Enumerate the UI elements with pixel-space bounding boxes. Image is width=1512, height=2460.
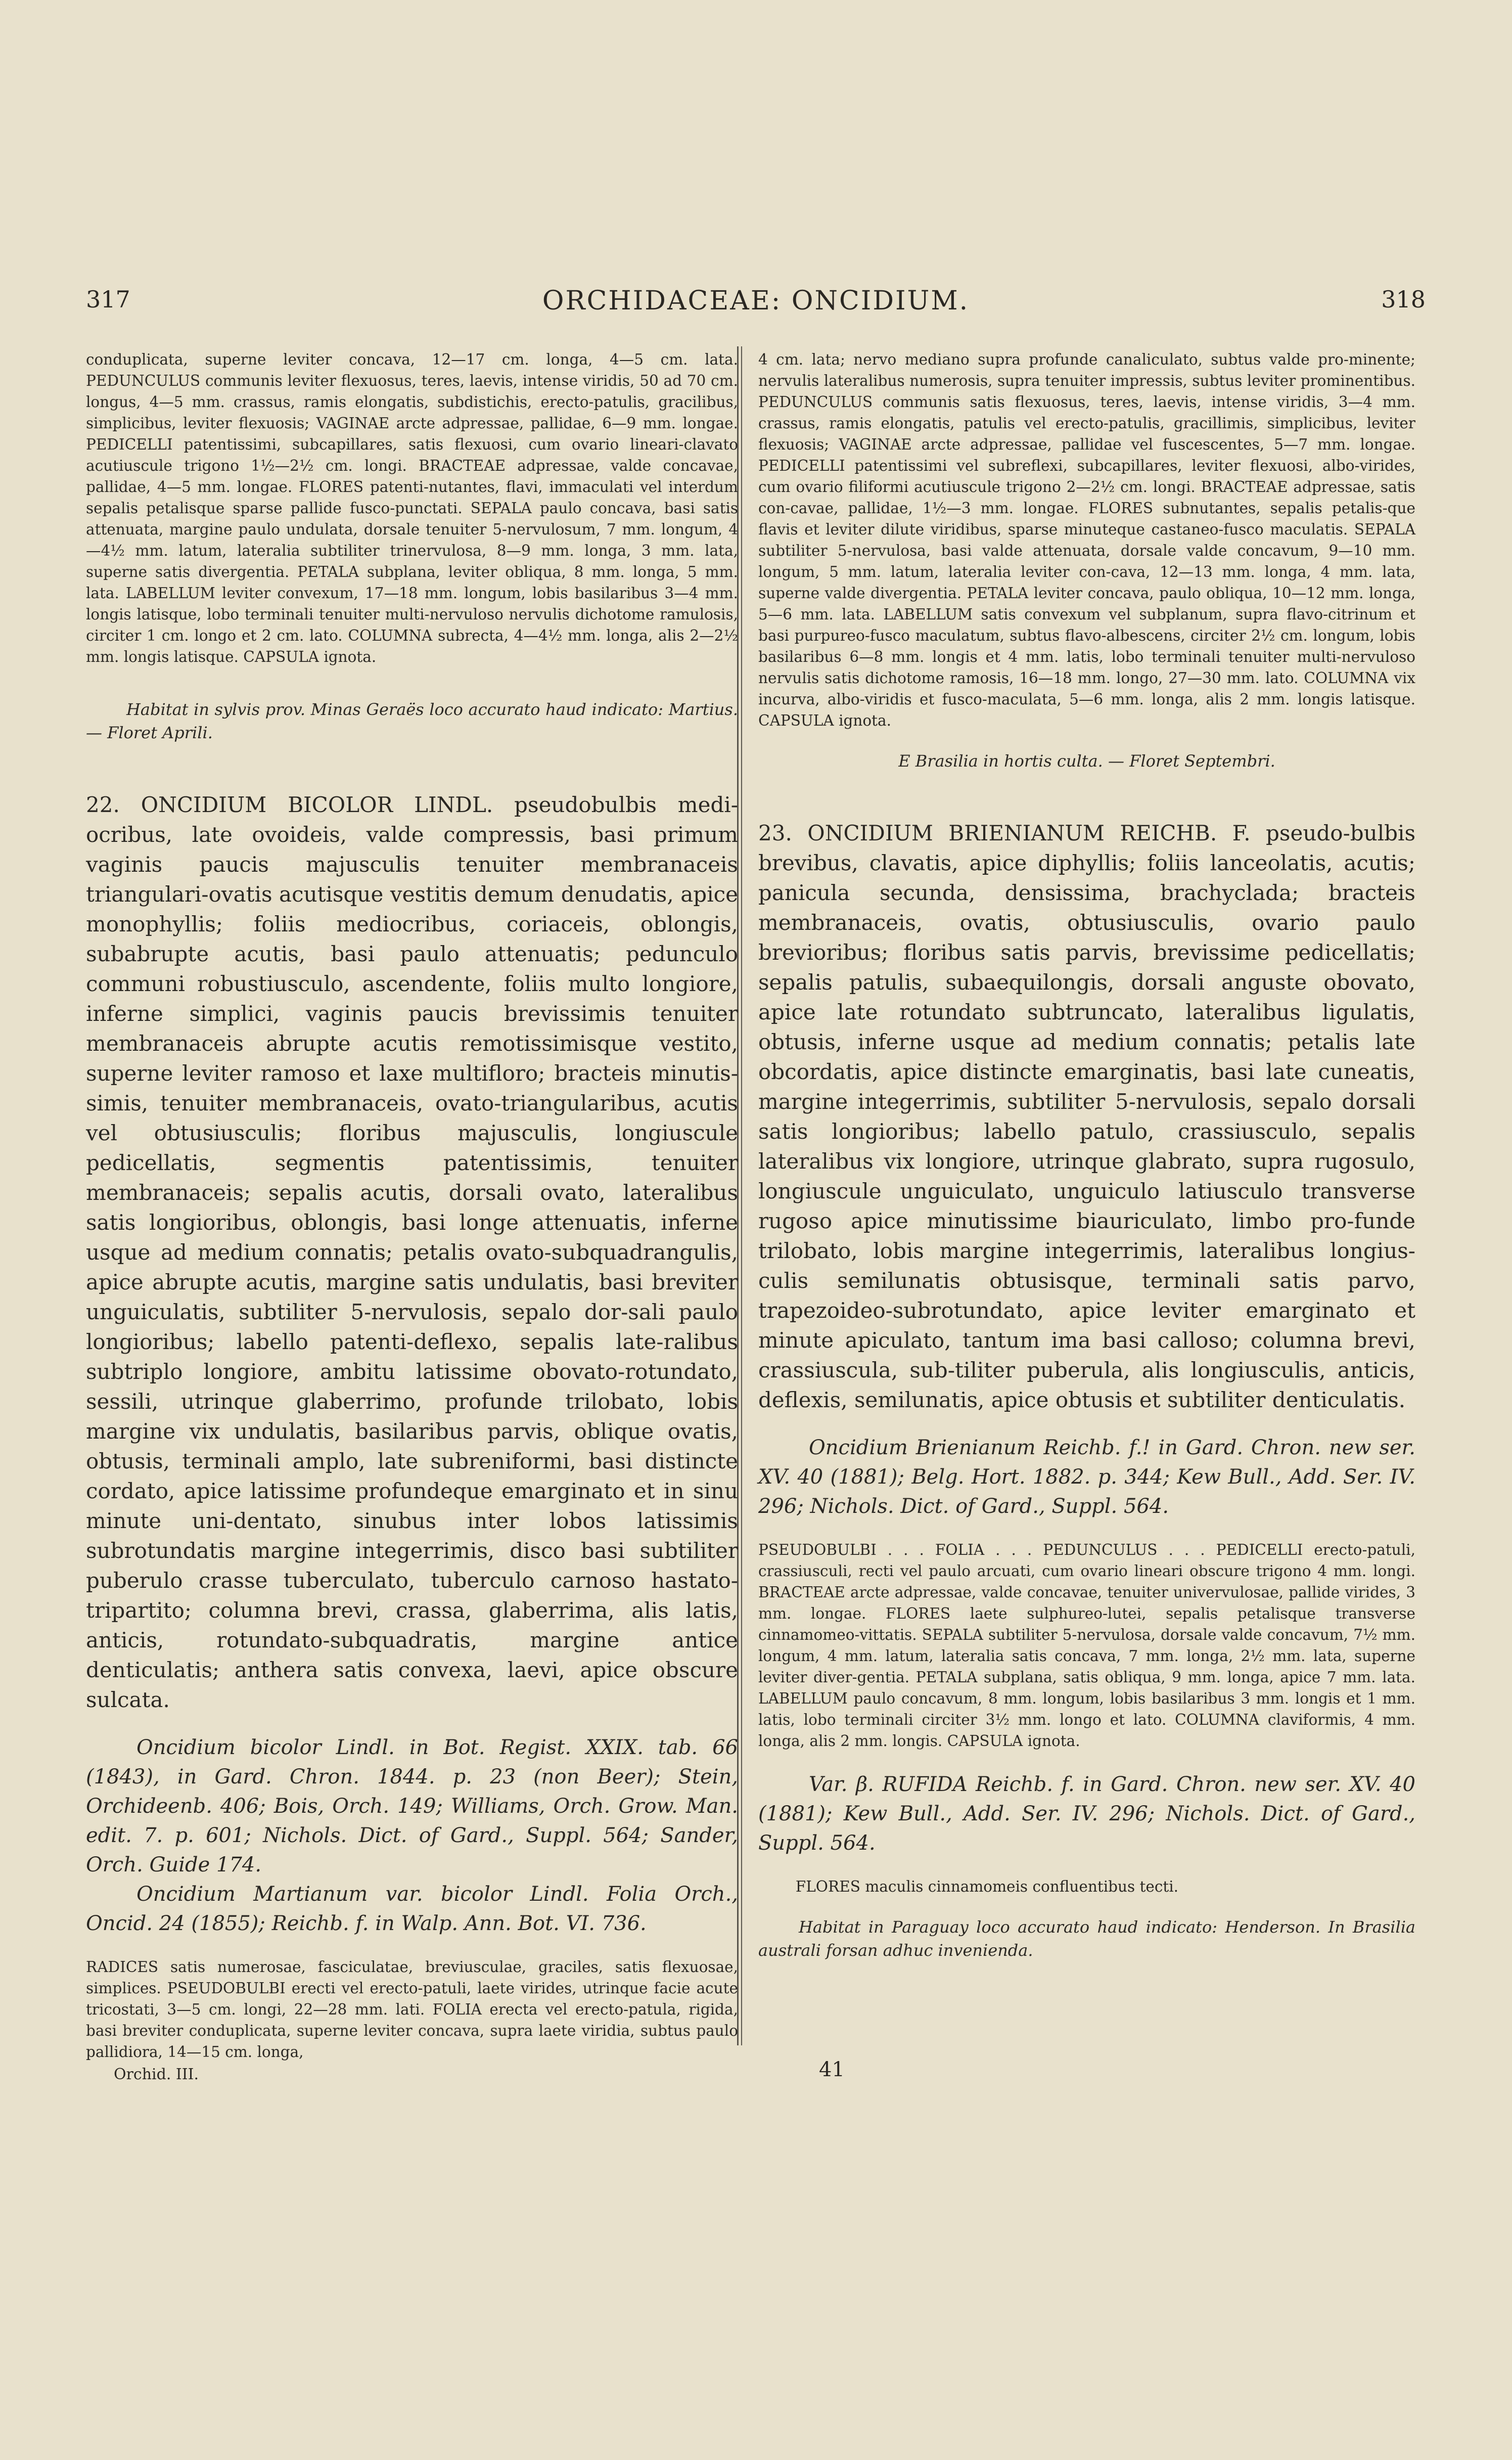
species-23-description: PSEUDOBULBI . . . FOLIA . . . PEDUNCULUS . . . PEDICELLI erecto-patuli, crassiusculi, recti vel paulo arcuati, cum ovario lineari obscure trigono 4 mm. longi. BRACTEAE arcte adpressae, valde concavae, tenuiter univervulosae, pallide virides, 3 mm. longae. FLORES laete sulphureo-lutei, sepalis petalisque transverse cinnamomeo-vittatis. SEPALA subtiliter 5-nervulosa, dorsale valde concavum, 7½ mm. longum, 4 mm. latum, lateralia satis concava, 7 mm. longa, 2½ mm. lata, superne leviter diver-gentia. PETALA subplana, satis obliqua, 9 mm. longa, apice 7 mm. lata. LABELLUM paulo concavum, 8 mm. longum, lobis basilaribus 3 mm. longis et 1 mm. latis, lobo terminali circiter 3½ mm. longo et lato. COLUMNA claviformis, 4 mm. longa, alis 2 mm. longis. CAPSULA ignota. xyxy=(758,1541,1415,1750)
page-header xyxy=(86,286,1426,326)
footer-signature: Orchid. III. xyxy=(114,2066,199,2083)
right-column xyxy=(758,349,1415,1962)
species-22-description: RADICES satis numerosae, fasciculatae, breviusculae, graciles, satis flexuosae, simplices. PSEUDOBULBI erecti vel erecto-patuli, laete virides, utrinque facie acute tricostati, 3—5 cm. longi, 22—28 mm. lati. FOLIA erecta vel erecto-patula, rigida, basi breviter conduplicata, superne leviter concava, supra laete viridia, subtus paulo pallidiora, 14—15 cm. longa, xyxy=(86,1958,738,2061)
left-habitat: Habitat in sylvis prov. Minas Geraës loco accurato haud indicato: Martius. — Floret Aprili. xyxy=(86,700,738,742)
species-23-diagnosis: 23. ONCIDIUM BRIENIANUM REICHB. F. pseudo-bulbis brevibus, clavatis, apice diphyllis; foliis lanceolatis, acutis; panicula secunda, densissima, brachyclada; bracteis membranaceis, ovatis, obtusiusculis, ovario paulo brevioribus; floribus satis parvis, brevissime pedicellatis; sepalis patulis, subaequilongis, dorsali anguste obovato, apice late rotundato subtruncato, lateralibus ligulatis, obtusis, inferne usque ad medium connatis; petalis late obcordatis, apice distincte emarginatis, basi late cuneatis, margine integerrimis, subtiliter 5-nervulosis, sepalo dorsali satis longioribus; labello patulo, crassiusculo, sepalis lateralibus vix longiore, utrinque glabrato, supra rugosulo, longiuscule unguiculato, unguiculo latiusculo transverse rugoso apice minutissime biauriculato, limbo pro-funde trilobato, lobis margine integerrimis, lateralibus longius-culis semilunatis obtusisque, terminali satis parvo, trapezoideo-subrotundato, apice leviter emarginato et minute apiculato, tantum ima basi calloso; columna brevi, crassiuscula, sub-tiliter puberula, alis longiusculis, anticis, deflexis, semilunatis, apice obtusis et subtiliter denticulatis. xyxy=(758,821,1415,1412)
sheet-number: 41 xyxy=(819,2058,845,2081)
species-22-citation-b: Oncidium Martianum var. bicolor Lindl. Folia Orch., Oncid. 24 (1855); Reichb. f. in Walp. Ann. Bot. VI. 736. xyxy=(86,1883,738,1935)
right-description-continued: 4 cm. lata; nervo mediano supra profunde canaliculato, subtus valde pro-minente; nervulis lateralibus numerosis, supra tenuiter impressis, subtus leviter prominentibus. PEDUNCULUS communis satis flexuosus, teres, laevis, intense viridis, 3—4 mm. crassus, ramis elongatis, patulis vel erecto-patulis, gracillimis, simplicibus, leviter flexuosis; VAGINAE arcte adpressae, pallidae vel fuscescentes, 5—7 mm. longae. PEDICELLI patentissimi vel subreflexi, subcapillares, leviter flexuosi, albo-virides, cum ovario filiformi acutiuscule trigono 2—2½ cm. longi. BRACTEAE adpressae, satis con-cavae, pallidae, 1½—3 mm. longae. FLORES subnutantes, sepalis petalis-que flavis et leviter dilute viridibus, sparse minuteque castaneo-fusco maculatis. SEPALA subtiliter 5-nervulosa, basi valde attenuata, dorsale valde concavum, 9—10 mm. longum, 5 mm. latum, lateralia leviter con-cava, 12—13 mm. longa, 4 mm. lata, superne valde divergentia. PETALA leviter concava, paulo obliqua, 10—12 mm. longa, 5—6 mm. lata. LABELLUM satis convexum vel subplanum, supra flavo-citrinum et basi purpureo-fusco maculatum, subtus flavo-albescens, circiter 2½ cm. longum, lobis basilaribus 6—8 mm. longis et 4 mm. latis, lobo terminali tenuiter multi-nervuloso nervulis satis dichotome ramosis, 16—18 mm. longo, 27—30 mm. lato. COLUMNA vix incurva, albo-viridis et fusco-maculata, 5—6 mm. longa, alis 2 mm. longis latisque. CAPSULA ignota. xyxy=(758,351,1415,729)
species-22-diagnosis: 22. ONCIDIUM BICOLOR LINDL. pseudobulbis medi-ocribus, late ovoideis, valde compressis, basi primum vaginis paucis majusculis tenuiter membranaceis triangulari-ovatis acutisque vestitis demum denudatis, apice monophyllis; foliis mediocribus, coriaceis, oblongis, subabrupte acutis, basi paulo attenuatis; pedunculo communi robustiusculo, ascendente, foliis multo longiore, inferne simplici, vaginis paucis brevissimis tenuiter membranaceis abrupte acutis remotissimisque vestito, superne leviter ramoso et laxe multifloro; bracteis minutis-simis, tenuiter membranaceis, ovato-triangularibus, acutis vel obtusiusculis; floribus majusculis, longiuscule pedicellatis, segmentis patentissimis, tenuiter membranaceis; sepalis acutis, dorsali ovato, lateralibus satis longioribus, oblongis, basi longe attenuatis, inferne usque ad medium connatis; petalis ovato-subquadrangulis, apice abrupte acutis, margine satis undulatis, basi breviter unguiculatis, subtiliter 5-nervulosis, sepalo dor-sali paulo longioribus; labello patenti-deflexo, sepalis late-ralibus subtriplo longiore, ambitu latissime obovato-rotundato, sessili, utrinque glaberrimo, profunde trilobato, lobis margine vix undulatis, basilaribus parvis, oblique ovatis, obtusis, terminali amplo, late subreniformi, basi distincte cordato, apice latissime profundeque emarginato et in sinu minute uni-dentato, sinubus inter lobos latissimis subrotundatis margine integerrimis, disco basi subtiliter puberulo crasse tuberculato, tuberculo carnoso hastato-tripartito; columna brevi, crassa, glaberrima, alis latis, anticis, rotundato-subquadratis, margine antice denticulatis; anthera satis convexa, laevi, apice obscure sulcata. xyxy=(86,792,738,1712)
left-page-number: 317 xyxy=(86,286,130,313)
species-22-citation-a: Oncidium bicolor Lindl. in Bot. Regist. XXIX. tab. 66 (1843), in Gard. Chron. 1844. p. 23 (non Beer); Stein, Orchideenb. 406; Bois, Orch. 149; Williams, Orch. Grow. Man. edit. 7. p. 601; Nichols. Dict. of Gard., Suppl. 564; Sander, Orch. Guide 174. xyxy=(86,1736,738,1876)
left-description-continued: conduplicata, superne leviter concava, 12—17 cm. longa, 4—5 cm. lata. PEDUNCULUS communis leviter flexuosus, teres, laevis, intense viridis, 50 ad 70 cm. longus, 4—5 mm. crassus, ramis elongatis, subdistichis, erecto-patulis, gracilibus, simplicibus, leviter flexuosis; VAGINAE arcte adpressae, pallidae, 6—9 mm. longae. PEDICELLI patentissimi, subcapillares, satis flexuosi, cum ovario lineari-clavato acutiuscule trigono 1½—2½ cm. longi. BRACTEAE adpressae, valde concavae, pallidae, 4—5 mm. longae. FLORES patenti-nutantes, flavi, immaculati vel interdum sepalis petalisque sparse pallide fusco-punctati. SEPALA paulo concava, basi satis attenuata, margine paulo undulata, dorsale tenuiter 5-nervulosum, 7 mm. longum, 4—4½ mm. latum, lateralia subtiliter trinervulosa, 8—9 mm. longa, 3 mm. lata, superne satis divergentia. PETALA subplana, leviter obliqua, 8 mm. longa, 5 mm. lata. LABELLUM leviter convexum, 17—18 mm. longum, lobis basilaribus 3—4 mm. longis latisque, lobo terminali tenuiter multi-nervuloso nervulis dichotome ramulosis, circiter 1 cm. longo et 2 cm. lato. COLUMNA subrecta, 4—4½ mm. longa, alis 2—2½ mm. longis latisque. CAPSULA ignota. xyxy=(86,351,738,665)
variety-beta-citation: Var. β. RUFIDA Reichb. f. in Gard. Chron. new ser. XV. 40 (1881); Kew Bull., Add. Ser. IV. 296; Nichols. Dict. of Gard., Suppl. 564. xyxy=(758,1773,1415,1855)
left-column xyxy=(86,349,738,2063)
running-title: ORCHIDACEAE: ONCIDIUM. xyxy=(542,286,970,316)
variety-flowers: FLORES maculis cinnamomeis confluentibus tecti. xyxy=(795,1878,1179,1895)
column-divider-inner xyxy=(741,346,742,2045)
right-habitat: E Brasilia in hortis culta. — Floret Septembri. xyxy=(898,751,1275,771)
species-23-habitat: Habitat in Paraguay loco accurato haud indicato: Henderson. In Brasilia australi forsan adhuc invenienda. xyxy=(758,1917,1415,1960)
species-23-citation: Oncidium Brienianum Reichb. f.! in Gard. Chron. new ser. XV. 40 (1881); Belg. Hort. 1882. p. 344; Kew Bull., Add. Ser. IV. 296; Nichols. Dict. of Gard., Suppl. 564. xyxy=(758,1436,1415,1518)
right-page-number: 318 xyxy=(1381,286,1426,313)
